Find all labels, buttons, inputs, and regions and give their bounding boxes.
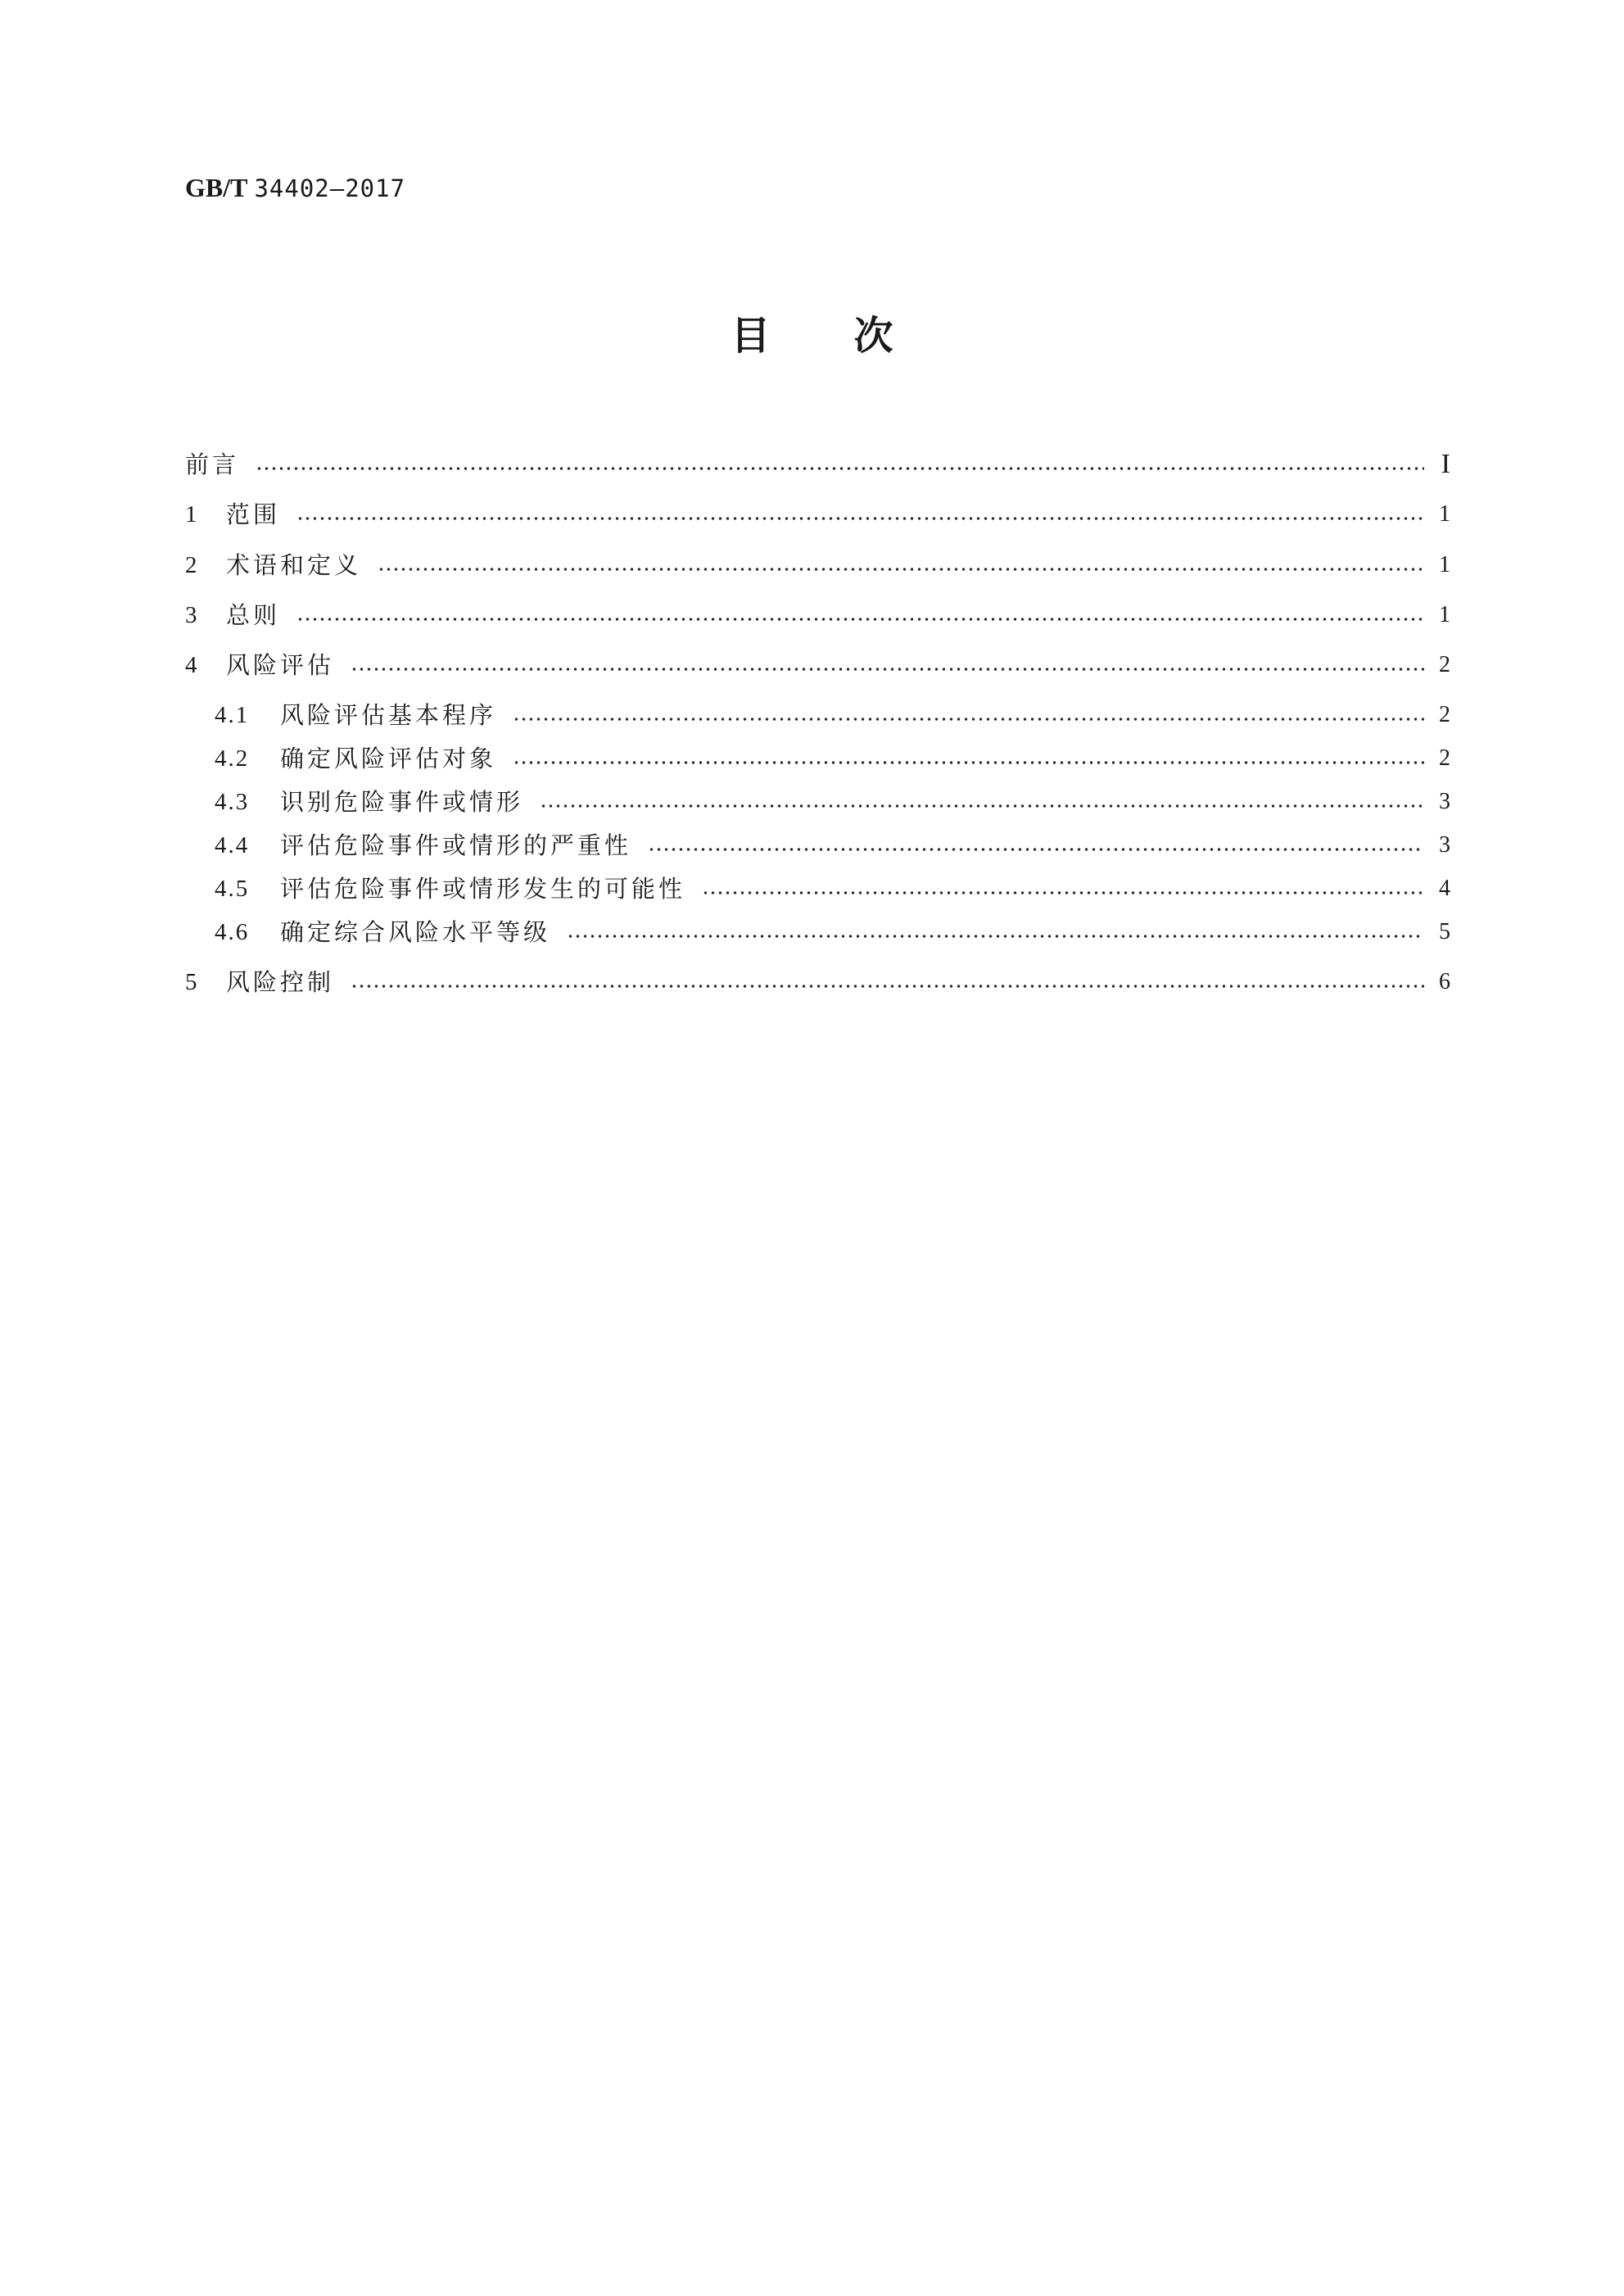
toc-leader-dots	[513, 759, 1424, 767]
toc-title: 目次	[731, 313, 977, 359]
toc-entry-text: 确定综合风险水平等级	[280, 918, 551, 946]
standard-number: 34402—2017	[254, 174, 406, 202]
toc-page-number: 2	[1439, 702, 1450, 727]
toc-leader-dots	[540, 802, 1424, 810]
toc-leader-dots	[378, 565, 1424, 573]
toc-page-number: 1	[1439, 602, 1450, 627]
toc-entry-4-2[interactable]	[215, 742, 1450, 775]
toc-leader-dots	[296, 615, 1424, 623]
toc-entry-text: 确定风险评估对象	[280, 745, 497, 772]
toc-entry-4-1[interactable]	[215, 699, 1450, 731]
toc-entry-4[interactable]	[185, 649, 1450, 682]
toc-entry-number: 4.2	[215, 745, 250, 772]
toc-leader-dots	[648, 845, 1424, 854]
toc-leader-dots	[567, 932, 1424, 940]
toc-page-number: 3	[1439, 789, 1450, 814]
toc-entry-4-4[interactable]	[215, 829, 1450, 862]
toc-page-number: 1	[1439, 552, 1450, 577]
toc-entry-text: 前言	[185, 451, 240, 478]
toc-entry-number: 5	[185, 969, 199, 995]
toc-entry-number: 1	[185, 501, 199, 528]
toc-entry-text: 风险评估基本程序	[280, 701, 497, 729]
toc-leader-dots	[296, 514, 1424, 523]
toc-page-number: 5	[1439, 919, 1450, 944]
toc-entry-foreword[interactable]	[185, 448, 1450, 481]
toc-entry-text: 评估危险事件或情形发生的可能性	[280, 875, 686, 903]
toc-entry-1[interactable]	[185, 498, 1450, 531]
toc-entry-number: 3	[185, 602, 199, 628]
toc-leader-dots	[351, 982, 1424, 990]
toc-entry-number: 4.5	[215, 876, 250, 902]
toc-entry-number: 4	[185, 652, 199, 678]
toc-entry-number: 2	[185, 552, 199, 578]
toc-page-number: 6	[1439, 969, 1450, 994]
toc-page-number: 4	[1439, 876, 1450, 901]
toc-entry-text: 总则	[226, 601, 281, 629]
toc-entry-number: 4.4	[215, 832, 250, 858]
standard-prefix: GB/T	[185, 173, 248, 202]
toc-entry-4-3[interactable]	[215, 786, 1450, 818]
toc-entry-text: 识别危险事件或情形	[280, 788, 524, 816]
toc-page-number: I	[1441, 449, 1450, 479]
toc-entry-4-5[interactable]	[215, 872, 1450, 905]
toc-entry-text: 风险评估	[226, 651, 335, 679]
toc-entry-4-6[interactable]	[215, 916, 1450, 949]
toc-entry-text: 评估危险事件或情形的严重性	[280, 831, 632, 859]
toc-page-number: 3	[1439, 832, 1450, 858]
toc-entry-number: 4.1	[215, 702, 250, 728]
toc-entry-5[interactable]	[185, 966, 1450, 999]
toc-leader-dots	[351, 665, 1424, 673]
toc-entry-text: 术语和定义	[226, 551, 362, 579]
toc-page-number: 1	[1439, 501, 1450, 527]
toc-leader-dots	[256, 464, 1424, 473]
toc-leader-dots	[513, 715, 1424, 723]
toc-entry-number: 4.3	[215, 789, 250, 815]
toc-entry-text: 范围	[226, 500, 281, 528]
toc-entry-2[interactable]	[185, 549, 1450, 582]
toc-entry-text: 风险控制	[226, 968, 335, 996]
toc-entry-3[interactable]	[185, 599, 1450, 632]
toc-entry-number: 4.6	[215, 919, 250, 945]
toc-leader-dots	[702, 889, 1424, 897]
toc-page-number: 2	[1439, 652, 1450, 677]
toc-page-number: 2	[1439, 745, 1450, 771]
